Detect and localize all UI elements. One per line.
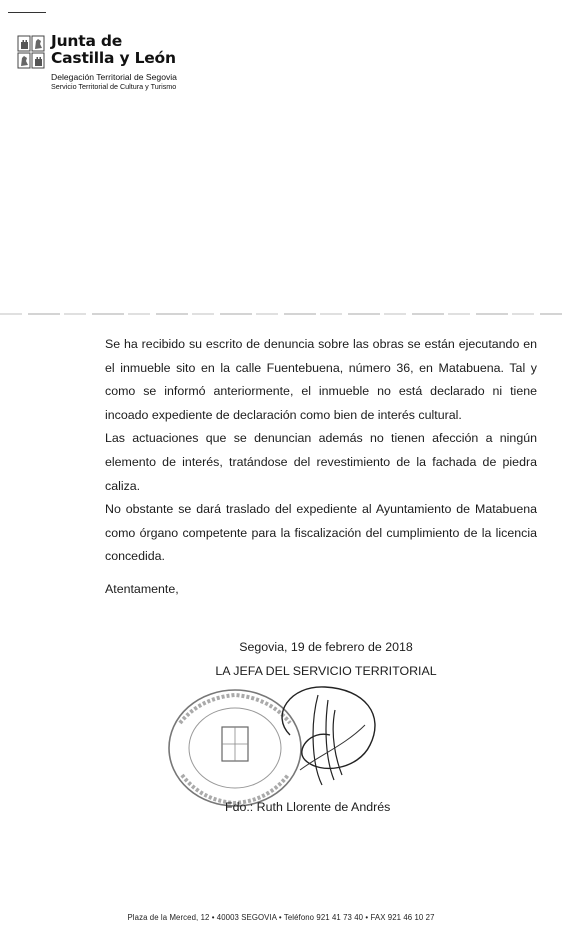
place-date: Segovia, 19 de febrero de 2018 [239,640,413,654]
signatory-role: LA JEFA DEL SERVICIO TERRITORIAL [215,664,437,678]
org-subtitle [51,72,311,91]
page-fold-line [0,313,562,315]
service-name: Servicio Territorial de Cultura y Turismo [51,82,177,91]
letter-body [105,333,537,569]
organization-name [51,33,176,67]
coat-of-arms-icon [17,35,45,69]
org-name-line2: Castilla y León [51,49,176,67]
letter-paragraph-3: No obstante se dará traslado del expediente al Ayuntamiento de Matabuena como órgano competente para la fiscalización del cumplimiento de la licencia concedida. [105,502,537,564]
signer-name: Fdo.: Ruth Llorente de Andrés [225,800,391,814]
corner-mark [8,12,46,13]
letter-paragraph-1: Se ha recibido su escrito de denuncia sobre las obras se están ejecutando en el inmueble sito en la calle Fuentebuena, número 36, en Matabuena. Tal y como se informó anteriormente, el inmueble no está declarado ni tiene incoado expediente de declaración como bien de interés cultural. [105,337,537,422]
delegation-name: Delegación Territorial de Segovia [51,72,177,82]
handwritten-signature [250,675,400,795]
footer-address: Plaza de la Merced, 12 • 40003 SEGOVIA • Teléfono 921 41 73 40 • FAX 921 46 10 27 [127,913,435,922]
closing-salutation: Atentamente, [105,582,179,596]
org-name-line1: Junta de [51,32,123,50]
letter-paragraph-2: Las actuaciones que se denuncian además no tienen afección a ningún elemento de interés, tratándose del revestimiento de la fachada de piedra caliza. [105,431,537,493]
